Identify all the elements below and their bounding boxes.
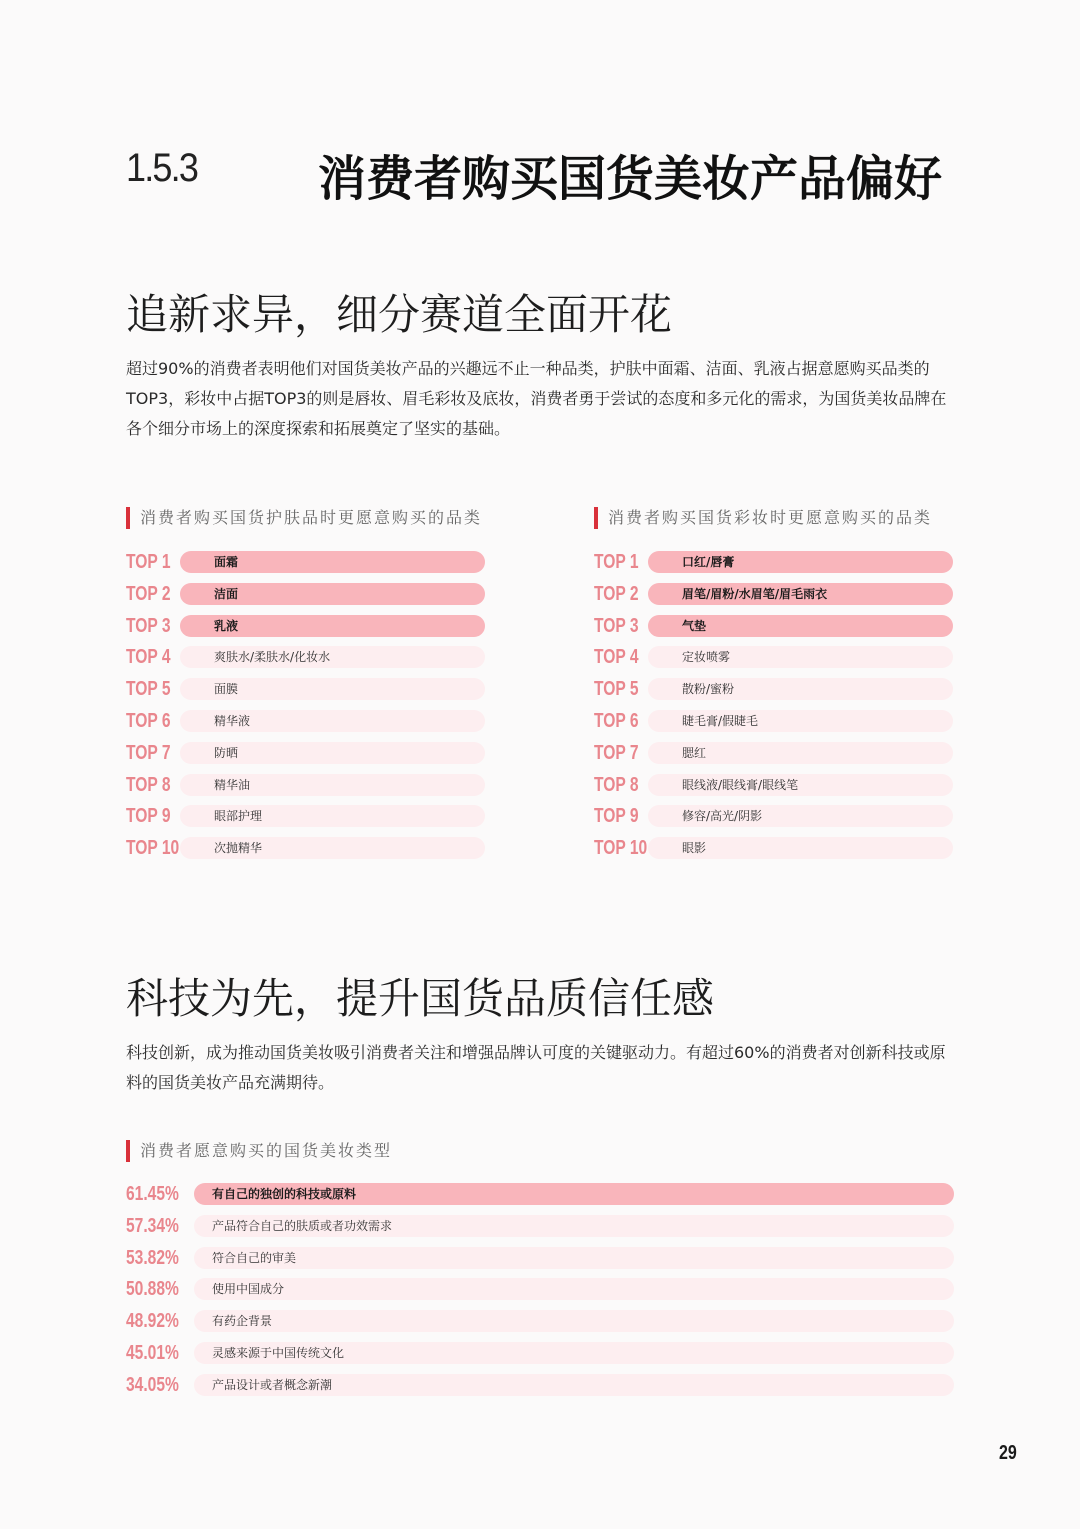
bar-track xyxy=(194,1278,954,1300)
bar-track xyxy=(180,583,485,605)
rank-row xyxy=(594,550,954,574)
category-label: 口红/唇膏 xyxy=(682,555,735,569)
rank-label: TOP 10 xyxy=(126,837,180,860)
category-label: 眼线液/眼线膏/眼线笔 xyxy=(682,777,799,792)
bar-track xyxy=(180,805,485,827)
bar-track xyxy=(194,1310,954,1332)
value-label: 50.88% xyxy=(126,1278,179,1301)
bar-track xyxy=(648,837,953,859)
category-label: 定妆喷雾 xyxy=(682,650,731,665)
value-label: 57.34% xyxy=(126,1214,179,1237)
block2-heading: 科技为先，提升国货品质信任感 xyxy=(126,974,715,1023)
bar-row xyxy=(126,1373,956,1397)
category-label: 气垫 xyxy=(682,618,707,633)
rank-label: TOP 7 xyxy=(594,741,639,764)
bar-row xyxy=(126,1341,956,1365)
page-number: 29 xyxy=(999,1442,1017,1464)
category-label: 次抛精华 xyxy=(214,841,263,856)
category-label: 符合自己的审美 xyxy=(212,1250,297,1265)
bar-row xyxy=(126,1309,956,1333)
rank-label: TOP 6 xyxy=(126,710,171,732)
skincare-chart-title: 消费者购买国货护肤品时更愿意购买的品类 xyxy=(126,507,482,529)
bar-track xyxy=(180,678,485,700)
rank-label: TOP 4 xyxy=(126,646,171,669)
bar-row xyxy=(126,1182,956,1206)
bar-track xyxy=(648,551,953,573)
rank-label: TOP 5 xyxy=(594,678,639,701)
block2-paragraph: 科技创新，成为推动国货美妆吸引消费者关注和增强品牌认可度的关键驱动力。有超过60%的消费者对创新科技或原料的国货美妆产品充满期待。 xyxy=(126,1043,946,1092)
rank-label: TOP 8 xyxy=(126,773,171,796)
makeup-chart-title: 消费者购买国货彩妆时更愿意购买的品类 xyxy=(594,507,932,529)
bar-track xyxy=(194,1215,954,1237)
category-label: 面膜 xyxy=(214,682,239,697)
makeup-ranking-chart xyxy=(594,550,954,870)
block1-paragraph: 超过90%的消费者表明他们对国货美妆产品的兴趣远不止一种品类，护肤中面霜、洁面、乳液占据意愿购买品类的TOP3，彩妆中占据TOP3的则是唇妆、眉毛彩妆及底妆，消费者勇于尝试的态度和多元化的需求，为国货美妆品牌在各个细分市场上的深度探索和拓展奠定了坚实的基础。 xyxy=(126,359,947,438)
rank-label: TOP 10 xyxy=(594,837,648,860)
category-label: 乳液 xyxy=(214,618,239,633)
category-label: 睫毛膏/假睫毛 xyxy=(682,714,759,728)
bar-row xyxy=(126,1214,956,1238)
category-label: 眉笔/眉粉/水眉笔/眉毛雨衣 xyxy=(682,586,828,601)
category-label: 散粉/蜜粉 xyxy=(682,682,735,697)
rank-row xyxy=(594,773,954,797)
value-label: 48.92% xyxy=(126,1310,179,1333)
bar-track xyxy=(180,774,485,796)
page-title: 消费者购买国货美妆产品偏好 xyxy=(318,151,943,207)
rank-row xyxy=(594,709,954,733)
bar-row xyxy=(126,1277,956,1301)
rank-row xyxy=(594,614,954,638)
value-label: 61.45% xyxy=(126,1183,179,1205)
rank-label: TOP 8 xyxy=(594,773,639,796)
value-label: 53.82% xyxy=(126,1246,179,1269)
rank-label: TOP 5 xyxy=(126,678,171,701)
rank-label: TOP 3 xyxy=(126,614,171,637)
rank-label: TOP 2 xyxy=(594,582,639,605)
bar-track xyxy=(648,678,953,700)
category-label: 灵感来源于中国传统文化 xyxy=(212,1346,345,1360)
bar-track xyxy=(648,805,953,827)
category-label: 眼部护理 xyxy=(214,809,263,824)
category-label: 洁面 xyxy=(214,586,239,601)
rank-row xyxy=(126,614,486,638)
rank-row xyxy=(594,645,954,669)
rank-label: TOP 7 xyxy=(126,741,171,764)
rank-row xyxy=(594,677,954,701)
category-label: 使用中国成分 xyxy=(212,1282,285,1297)
bar-track xyxy=(180,646,485,668)
block1-heading: 追新求异，细分赛道全面开花 xyxy=(126,290,673,339)
bar-track xyxy=(648,774,953,796)
rank-label: TOP 2 xyxy=(126,582,171,605)
category-label: 防晒 xyxy=(214,745,239,760)
category-label: 面霜 xyxy=(214,555,239,569)
category-label: 爽肤水/柔肤水/化妆水 xyxy=(214,650,331,665)
rank-row xyxy=(126,773,486,797)
bar-track xyxy=(194,1342,954,1364)
bar-track xyxy=(194,1183,954,1205)
bar-track xyxy=(180,837,485,859)
category-label: 精华液 xyxy=(214,714,251,728)
rank-label: TOP 1 xyxy=(126,551,171,573)
section-number: 1.5.3 xyxy=(126,146,198,190)
rank-row xyxy=(126,836,486,860)
rank-row xyxy=(594,804,954,828)
category-label: 有药企背景 xyxy=(212,1314,273,1329)
bar-track xyxy=(648,710,953,732)
rank-label: TOP 4 xyxy=(594,646,639,669)
rank-row xyxy=(126,677,486,701)
types-chart-title: 消费者愿意购买的国货美妆类型 xyxy=(126,1140,392,1162)
rank-label: TOP 9 xyxy=(594,805,639,828)
value-label: 45.01% xyxy=(126,1342,179,1364)
value-label: 34.05% xyxy=(126,1373,179,1396)
rank-row xyxy=(126,550,486,574)
bar-track xyxy=(180,742,485,764)
category-label: 修容/高光/阴影 xyxy=(682,809,763,824)
rank-row xyxy=(594,741,954,765)
bar-row xyxy=(126,1246,956,1270)
rank-row xyxy=(126,741,486,765)
rank-label: TOP 3 xyxy=(594,614,639,637)
bar-track xyxy=(648,742,953,764)
category-label: 产品符合自己的肤质或者功效需求 xyxy=(212,1218,393,1233)
rank-row xyxy=(126,804,486,828)
bar-track xyxy=(180,710,485,732)
bar-track xyxy=(180,615,485,637)
bar-track xyxy=(648,583,953,605)
rank-row xyxy=(594,582,954,606)
bar-track xyxy=(180,551,485,573)
category-label: 产品设计或者概念新潮 xyxy=(212,1377,333,1392)
category-label: 精华油 xyxy=(214,777,251,792)
bar-track xyxy=(194,1247,954,1269)
category-label: 眼影 xyxy=(682,841,707,856)
rank-label: TOP 1 xyxy=(594,551,639,573)
rank-row xyxy=(126,582,486,606)
category-label: 腮红 xyxy=(682,745,707,760)
rank-row xyxy=(126,709,486,733)
skincare-ranking-chart xyxy=(126,550,486,870)
rank-row xyxy=(594,836,954,860)
rank-row xyxy=(126,645,486,669)
category-label: 有自己的独创的科技或原料 xyxy=(212,1187,357,1201)
bar-track xyxy=(194,1374,954,1396)
types-bar-chart xyxy=(126,1182,956,1402)
bar-track xyxy=(648,646,953,668)
rank-label: TOP 9 xyxy=(126,805,171,828)
rank-label: TOP 6 xyxy=(594,710,639,732)
bar-track xyxy=(648,615,953,637)
